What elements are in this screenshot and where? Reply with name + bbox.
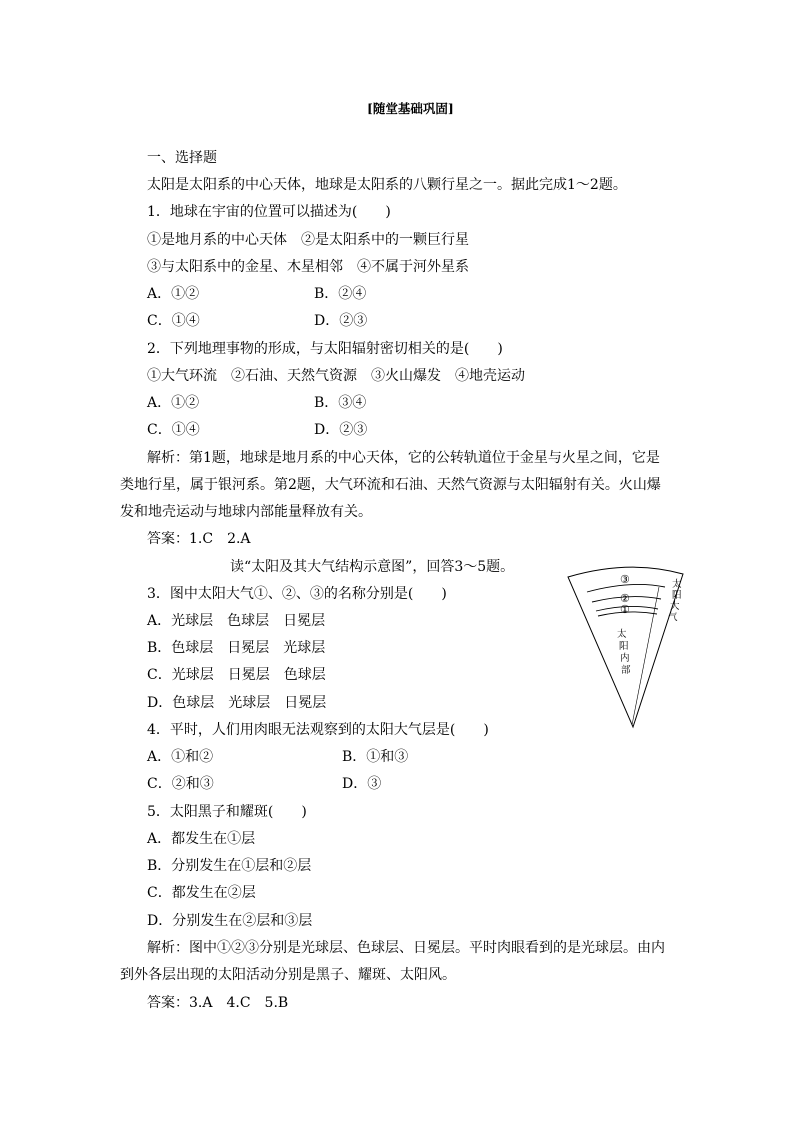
sun-sector-inner-edge — [632, 587, 659, 725]
answer-2: 答案：3.A 4.C 5.B — [147, 995, 289, 1011]
question-3-option-d: D．色球层 光球层 日冕层 — [147, 695, 327, 711]
atmosphere-label-char-3: 大 — [670, 601, 680, 612]
answer-1: 答案：1.C 2.A — [147, 531, 251, 547]
question-3-option-a: A．光球层 色球层 日冕层 — [147, 613, 326, 629]
atmosphere-label-char-2: 阳 — [672, 590, 682, 601]
question-2-option-c: C．①④ — [147, 422, 200, 438]
analysis-1-line-2: 类地行星，属于银河系。第2题，大气环流和石油、天然气资源与太阳辐射有关。火山爆 — [120, 477, 661, 493]
question-4-option-a: A．①和② — [147, 749, 214, 765]
question-2-statements: ①大气环流 ②石油、天然气资源 ③火山爆发 ④地壳运动 — [147, 368, 525, 384]
analysis-2-line-1: 解析：图中①②③分别是光球层、色球层、日冕层。平时肉眼看到的是光球层。由内 — [147, 940, 665, 956]
layer-3-label: ③ — [620, 573, 630, 586]
question-4-option-c: C．②和③ — [147, 776, 214, 792]
question-2-stem: 2．下列地理事物的形成，与太阳辐射密切相关的是( ) — [147, 341, 503, 357]
intro-text-1: 太阳是太阳系的中心天体，地球是太阳系的八颗行星之一。据此完成1～2题。 — [147, 177, 627, 193]
question-1-option-d: D．②③ — [314, 313, 368, 329]
question-5-option-c: C．都发生在②层 — [147, 885, 256, 901]
atmosphere-label-char-1: 太 — [672, 579, 682, 590]
question-1-option-b: B．②④ — [314, 286, 367, 302]
question-5-stem: 5．太阳黑子和耀斑( ) — [147, 804, 307, 820]
question-1-statements-a: ①是地月系的中心天体 ②是太阳系中的一颗巨行星 — [147, 232, 469, 248]
page-title: [随堂基础巩固] — [367, 101, 454, 116]
question-1-stem: 1．地球在宇宙的位置可以描述为( ) — [147, 204, 391, 220]
question-3-stem: 3．图中太阳大气①、②、③的名称分别是( ) — [147, 586, 447, 602]
intro-text-2: 读“太阳及其大气结构示意图”，回答3～5题。 — [230, 559, 515, 575]
analysis-1-line-1: 解析：第1题，地球是地月系的中心天体，它的公转轨道位于金星与火星之间，它是 — [147, 450, 660, 466]
interior-label-char-4: 部 — [621, 665, 631, 676]
layer-2-label: ② — [620, 592, 630, 605]
analysis-2-line-2: 到外各层出现的太阳活动分别是黑子、耀斑、太阳风。 — [120, 967, 456, 983]
question-5-option-a: A．都发生在①层 — [147, 831, 256, 847]
question-4-option-b: B．①和③ — [342, 749, 409, 765]
question-4-option-d: D．③ — [342, 776, 382, 792]
layer-1-label: ① — [620, 603, 630, 616]
question-5-option-d: D．分别发生在②层和③层 — [147, 913, 313, 929]
question-3-option-c: C．光球层 日冕层 色球层 — [147, 667, 326, 683]
question-2-option-b: B．③④ — [314, 395, 367, 411]
section-heading: 一、选择题 — [147, 150, 217, 166]
interior-label-char-3: 内 — [620, 653, 630, 664]
analysis-1-line-3: 发和地壳运动与地球内部能量释放有关。 — [120, 504, 372, 520]
atmosphere-label-char-4: 气 — [668, 612, 678, 623]
question-1-option-c: C．①④ — [147, 313, 200, 329]
question-1-option-a: A．①② — [147, 286, 200, 302]
question-2-option-d: D．②③ — [314, 422, 368, 438]
question-1-statements-b: ③与太阳系中的金星、木星相邻 ④不属于河外星系 — [147, 259, 469, 275]
question-2-option-a: A．①② — [147, 395, 200, 411]
question-5-option-b: B．分别发生在①层和②层 — [147, 858, 312, 874]
question-4-stem: 4．平时，人们用肉眼无法观察到的太阳大气层是( ) — [147, 722, 489, 738]
interior-label-char-1: 太 — [617, 629, 627, 640]
sun-structure-diagram — [565, 565, 700, 735]
interior-label-char-2: 阳 — [619, 641, 629, 652]
question-3-option-b: B．色球层 日冕层 光球层 — [147, 640, 326, 656]
